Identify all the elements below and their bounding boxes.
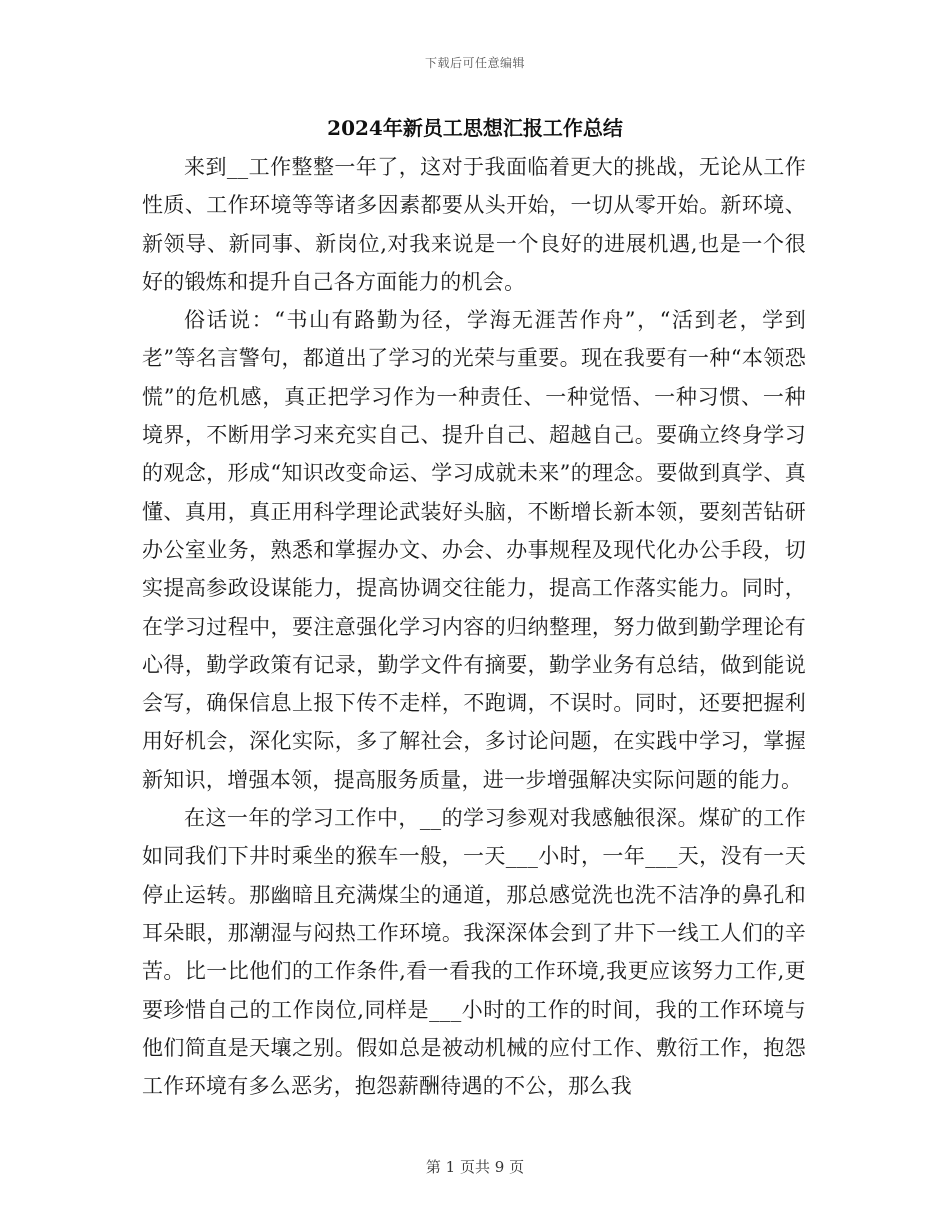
document-title: 2024年新员工思想汇报工作总结	[327, 116, 623, 140]
header-note: 下载后可任意编辑	[424, 56, 525, 70]
paragraph-3: 在这一年的学习工作中，__的学习参观对我感触很深。煤矿的工作如同我们下井时乘坐的猴车一般，一天___小时，一年___天，没有一天停止运转。那幽暗且充满煤尘的通道，那总感觉洗也洗不洁净的鼻孔和耳朵眼，那潮湿与闷热工作环境。我深深体会到了井下一线工人们的辛苦。比一比他们的工作条件,看一看我的工作环境,我更应该努力工作,更要珍惜自己的工作岗位,同样是___小时的工作的时间，我的工作环境与他们简直是天壤之别。假如总是被动机械的应付工作、敷衍工作，抱怨工作环境有多么恶劣，抱怨薪酬待遇的不公，那么我	[142, 806, 806, 1099]
paragraph-1: 来到__工作整整一年了，这对于我面临着更大的挑战，无论从工作性质、工作环境等等诸多因素都要从头开始，一切从零开始。新环境、新领导、新同事、新岗位,对我来说是一个良好的进展机遇,也是一个很好的锻炼和提升自己各方面能力的机会。	[142, 155, 806, 294]
page-number: 第 1 页共 9 页	[425, 1158, 525, 1176]
paragraph-2: 俗话说：“书山有路勤为径，学海无涯苦作舟”，“活到老，学到老”等名言警句，都道出了学习的光荣与重要。现在我要有一种“本领恐慌”的危机感，真正把学习作为一种责任、一种觉悟、一种习惯、一种境界，不断用学习来充实自己、提升自己、超越自己。要确立终身学习的观念，形成“知识改变命运、学习成就未来”的理念。要做到真学、真懂、真用，真正用科学理论武装好头脑，不断增长新本领，要刻苦钻研办公室业务，熟悉和掌握办文、办会、办事规程及现代化办公手段，切实提高参政设谋能力，提高协调交往能力，提高工作落实能力。同时，在学习过程中，要注意强化学习内容的归纳整理，努力做到勤学理论有心得，勤学政策有记录，勤学文件有摘要，勤学业务有总结，做到能说会写，确保信息上报下传不走样，不跑调，不误时。同时，还要把握利用好机会，深化实际，多了解社会，多讨论问题，在实践中学习，掌握新知识，增强本领，提高服务质量，进一步增强解决实际问题的能力。	[142, 308, 806, 792]
document-body	[142, 148, 806, 1105]
